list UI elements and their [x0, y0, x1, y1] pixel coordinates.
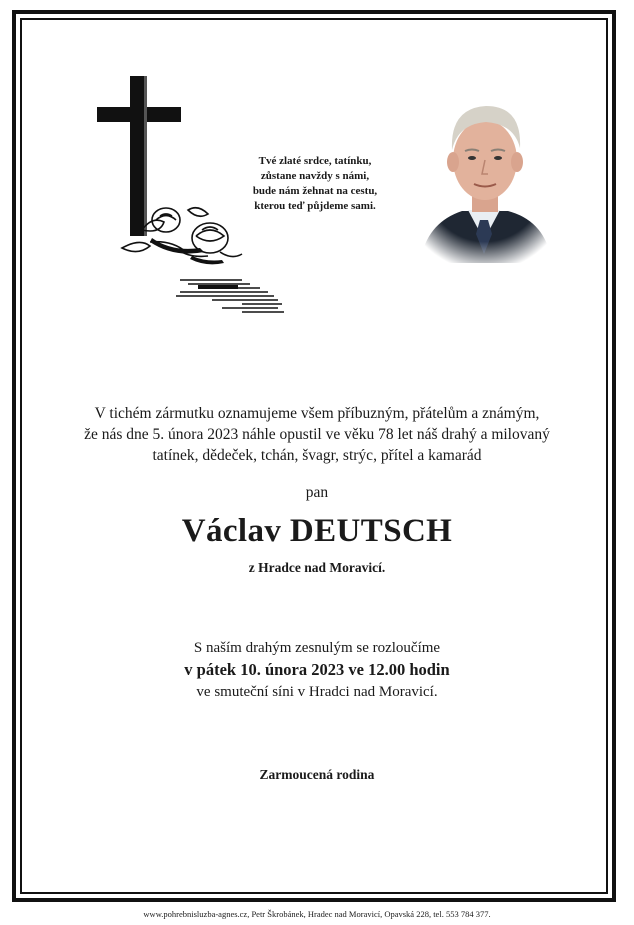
funeral-datetime: v pátek 10. února 2023 ve 12.00 hodin	[184, 660, 450, 679]
announcement-line: tatínek, dědeček, tchán, švagr, strýc, přítel a kamarád	[152, 447, 482, 464]
quote-line: bude nám žehnat na cestu,	[252, 185, 378, 197]
family-signature: Zarmoucená rodina	[259, 767, 375, 782]
funeral-intro: S naším drahým zesnulým se rozloučíme	[193, 640, 441, 656]
funeral-service-footer: www.pohrebnisluzba-agnes.cz, Petr Škrobánek, Hradec nad Moravicí, Opavská 228, tel. 553 784 377.	[143, 909, 491, 919]
quote-line: zůstane navždy s námi,	[260, 170, 370, 182]
deceased-origin: z Hradce nad Moravicí.	[248, 560, 386, 575]
funeral-place: ve smuteční síni v Hradci nad Moravicí.	[196, 684, 438, 700]
announcement-text	[60, 403, 574, 466]
announcement-line: že nás dne 5. února 2023 náhle opustil ve věku 78 let náš drahý a milovaný	[84, 426, 550, 443]
quote-line: Tvé zlaté srdce, tatínku,	[258, 155, 372, 167]
announcement-line: V tichém zármutku oznamujeme všem příbuzným, přátelům a známým,	[94, 405, 540, 422]
quote-line: kterou teď půjdeme sami.	[254, 200, 376, 212]
portrait-photo	[410, 98, 560, 263]
deceased-name: Václav DEUTSCH	[181, 513, 453, 549]
deceased-title: pan	[305, 484, 329, 501]
funeral-info	[0, 637, 634, 703]
memorial-quote	[226, 154, 404, 214]
